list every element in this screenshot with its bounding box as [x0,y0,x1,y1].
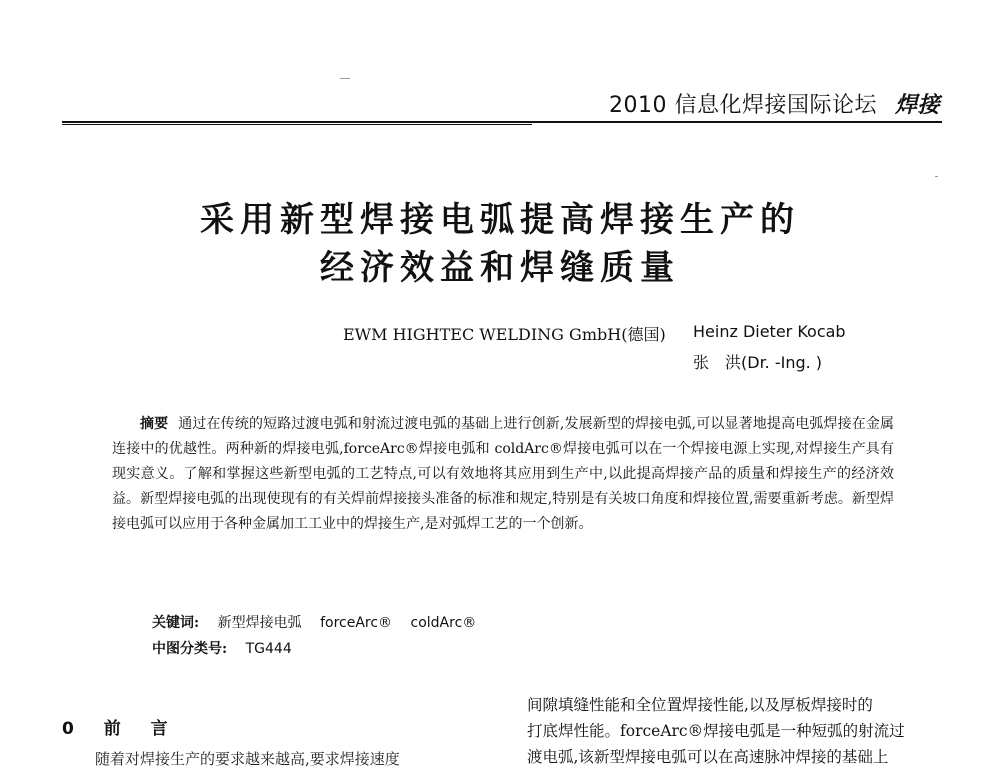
paper-title-line-2: 经济效益和焊缝质量 [320,248,680,288]
body-line: 打底焊性能。forceArc®焊接电弧是一种短弧的射流过 [527,722,905,740]
body-line: 渡电弧,该新型焊接电弧可以在高速脉冲焊接的基础上 [527,748,889,766]
keyword-item: coldArc® [410,615,477,631]
running-header [609,88,940,119]
abstract-text: 通过在传统的短路过渡电弧和射流过渡电弧的基础上进行创新,发展新型的焊接电弧,可以显著地提高电弧焊接在金属连接中的优越性。两种新的焊接电弧,forceArc®焊接电弧和 coldArc®焊接电弧可以在一个焊接电源上实现,对焊接生产具有现实意义。了解和掌握这些新型电弧的工艺特点,可以有效地将其应用到生产中,以此提高焊接产品的质量和焊接生产的经济效益。新型焊接电弧的出现使现有的有关焊前焊接接头准备的标准和规定,特别是有关坡口角度和焊接位置,需要重新考虑。新型焊接电弧可以应用于各种金属加工工业中的焊接生产,是对弧焊工艺的一个创新。 [112,416,895,532]
abstract [112,412,894,537]
scan-mark [340,78,350,79]
body-line: 间隙填缝性能和全位置焊接性能,以及厚板焊接时的 [527,696,873,714]
section-heading: 0 前 言 [62,719,180,739]
right-column-text [527,692,945,770]
affiliation: EWM HIGHTEC WELDING GmbH(德国) [343,325,666,344]
keywords-label: 关键词: [152,615,200,631]
keyword-item: forceArc® [320,615,393,631]
scan-mark [935,176,938,177]
author-1: Heinz Dieter Kocab [693,322,846,341]
left-column-text: 随着对焊接生产的要求越来越高,要求焊接速度 [95,750,400,768]
keyword-item: 新型焊接电弧 [217,615,302,631]
conference-name: 2010 信息化焊接国际论坛 [609,93,877,118]
keywords [152,612,476,632]
paper-title-line-1: 采用新型焊接电弧提高焊接生产的 [200,200,800,240]
author-2: 张 洪(Dr. -Ing. ) [693,353,823,372]
header-rule [62,121,942,123]
classification-label: 中图分类号: [152,641,228,657]
abstract-label: 摘要 [140,416,169,432]
classification [152,638,292,658]
classification-value: TG444 [245,641,292,657]
journal-name: 焊接 [894,92,940,118]
header-rule-thin [62,124,532,125]
